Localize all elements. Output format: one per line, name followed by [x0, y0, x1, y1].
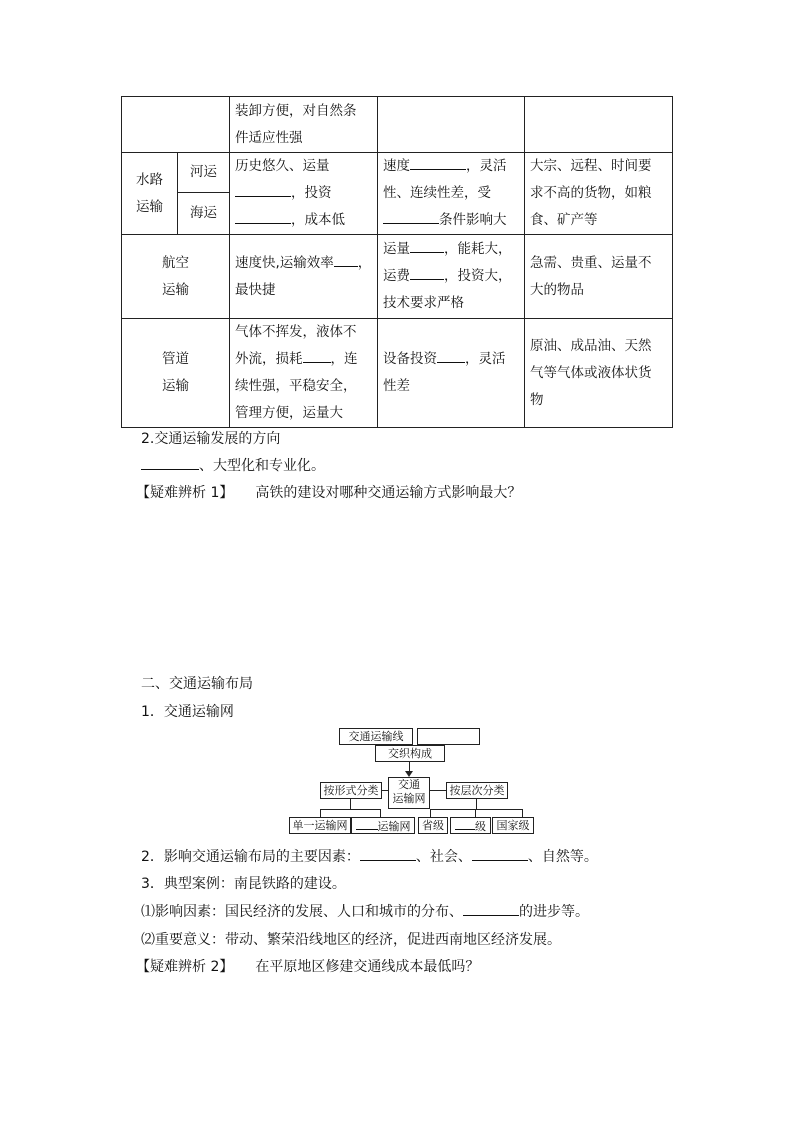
cell-line: 装卸方便，对自然条: [235, 102, 357, 119]
question-2: [136, 956, 479, 976]
blank-underline: [141, 455, 199, 470]
cell-line: 性差: [383, 378, 410, 394]
box-province: 省级: [418, 817, 448, 834]
cell-line: 技术要求严格: [383, 295, 464, 311]
box-multi-network: [351, 817, 415, 834]
box-by-form: 按形式分类: [320, 782, 382, 799]
transport-network-diagram: [285, 727, 535, 837]
table-cell: [378, 97, 525, 153]
question-1: [136, 482, 521, 502]
cell-line: [383, 153, 519, 180]
table-cell: [378, 319, 525, 428]
item-2-title: 2.交通运输发展的方向: [141, 431, 281, 447]
connector: [381, 790, 388, 791]
line-text: 、自然等。: [527, 849, 598, 865]
mode-name-pipe: [122, 319, 230, 428]
table-cell: [230, 319, 378, 428]
mode-name-line: 运输: [162, 281, 189, 298]
connector: [476, 799, 477, 809]
table-cell: [122, 97, 230, 153]
connector: [430, 809, 431, 817]
cell-text: ，连: [330, 351, 358, 367]
table-cell: [230, 153, 378, 235]
box-by-level: 按层次分类: [446, 782, 508, 799]
question-label: 【疑难辨析 2】: [136, 959, 234, 975]
cell-text: ，灵活: [466, 158, 507, 174]
mode-name-line: 航空: [162, 254, 189, 271]
mode-name-air: [122, 235, 230, 319]
box-blank: [417, 728, 480, 745]
cell-text: 速度: [383, 158, 410, 174]
table-cell: [525, 235, 673, 319]
blank-underline: [383, 209, 439, 224]
table-row-air: [122, 235, 673, 319]
cell-text: ，投资大，: [444, 268, 512, 284]
line-text: 的进步等。: [519, 904, 589, 920]
cell-line: 物: [530, 391, 544, 408]
line-text: 2．影响交通运输布局的主要因素：: [141, 849, 360, 865]
mode-name-line: 运输: [136, 198, 163, 215]
cell-line: 气体不挥发，液体不: [235, 324, 357, 340]
blank-underline: [356, 818, 378, 830]
cell-text: ，投资: [291, 185, 332, 201]
connector: [320, 809, 321, 817]
cell-line: [383, 207, 519, 234]
item-1-title: 1．交通运输网: [141, 704, 234, 720]
cell-line: [383, 263, 519, 290]
table-row-pipe: [122, 319, 673, 428]
blank-underline: [360, 846, 416, 861]
box-national: 国家级: [492, 817, 534, 834]
cell-line: 件适应性强: [235, 129, 303, 146]
blank-underline: [410, 155, 466, 170]
connector: [350, 799, 351, 809]
blank-underline: [303, 348, 331, 363]
blank-underline: [410, 238, 444, 253]
cell-text: ，成本低: [291, 212, 345, 228]
sub-mode-sea: 海运: [178, 193, 230, 235]
cell-line: [235, 180, 372, 207]
question-label: 【疑难辨析 1】: [136, 485, 234, 501]
item-2-factors: [141, 846, 598, 866]
cell-text: 条件影响大: [439, 212, 507, 228]
item-2-suffix: 、大型化和专业化。: [199, 458, 325, 474]
meaning-line: ⑵重要意义：带动、繁荣沿线地区的经济，促进西南地区经济发展。: [141, 932, 561, 948]
cell-line: 求不高的货物，如粮: [530, 185, 652, 201]
section-2-heading: 二、交通运输布局: [141, 676, 253, 692]
cell-line: 历史悠久、运量: [235, 158, 330, 174]
center-line: 运输网: [392, 792, 426, 805]
cell-line: 最快捷: [235, 281, 276, 298]
item-3-case: 3．典型案例：南昆铁路的建设。: [141, 876, 346, 892]
table-cell: [525, 97, 673, 153]
mode-name-line: 管道: [162, 351, 189, 367]
cell-line: 大宗、远程、时间要: [530, 158, 652, 174]
question-text: 高铁的建设对哪种交通运输方式影响最大？: [255, 485, 522, 501]
table-cell: [525, 153, 673, 235]
blank-underline: [334, 252, 358, 267]
table-row-water: [122, 153, 673, 193]
connector: [320, 809, 380, 810]
blank-underline: [463, 901, 519, 916]
line-text: 、社会、: [415, 849, 472, 865]
cell-line: [235, 207, 372, 234]
connector: [475, 809, 476, 817]
item-2-text: [141, 455, 325, 475]
cell-line: 大的物品: [530, 281, 584, 298]
connector: [430, 809, 522, 810]
table-cell: [378, 153, 525, 235]
cell-text: 运量: [383, 241, 410, 257]
box-interweave: 交织构成: [375, 745, 445, 762]
blank-underline: [472, 846, 528, 861]
cell-line: 食、矿产等: [530, 212, 598, 228]
box-single-network: 单一运输网: [289, 817, 351, 834]
table-cell: [525, 319, 673, 428]
line-text: ⑴影响因素：国民经济的发展、人口和城市的分布、: [141, 904, 463, 920]
mode-name-water: [122, 153, 178, 235]
transport-comparison-table: [121, 96, 673, 428]
table-cell: [230, 235, 378, 319]
cell-line: [235, 250, 372, 277]
cell-text: ，灵活: [465, 351, 506, 367]
box-transport-network: [388, 777, 430, 809]
cell-text: 速度快,运输效率: [235, 254, 334, 271]
blank-underline: [235, 209, 291, 224]
box-suffix: 运输网: [377, 820, 411, 833]
connector: [522, 809, 523, 817]
cell-text: 设备投资: [383, 351, 437, 367]
cell-line: 管理方便，运量大: [235, 405, 343, 421]
box-suffix: 级: [475, 820, 486, 833]
mode-name-line: 运输: [162, 378, 189, 394]
connector: [429, 790, 446, 791]
blank-underline: [235, 182, 291, 197]
factor-line: [141, 901, 589, 921]
blank-underline: [410, 265, 444, 280]
blank-underline: [455, 818, 475, 830]
box-level: [450, 817, 491, 834]
cell-line: 气等气体或液体状货: [530, 364, 652, 381]
center-line: 交通: [398, 778, 420, 791]
cell-line: 原油、成品油、天然: [530, 337, 652, 354]
connector: [380, 809, 381, 817]
cell-line: 性、连续性差，受: [383, 185, 491, 201]
blank-underline: [437, 348, 465, 363]
cell-text: ，: [357, 254, 372, 271]
cell-line: [383, 236, 519, 263]
cell-text: ，能耗大，: [444, 241, 512, 257]
cell-text: 运费: [383, 268, 410, 284]
table-cell: [378, 235, 525, 319]
box-transport-line: 交通运输线: [339, 728, 413, 745]
mode-name-line: 水路: [136, 171, 163, 188]
table-row: [122, 97, 673, 153]
cell-text: 外流，损耗: [235, 351, 303, 367]
question-text: 在平原地区修建交通线成本最低吗？: [255, 959, 480, 975]
cell-line: 急需、贵重、运量不: [530, 254, 652, 271]
cell-line: 续性强，平稳安全，: [235, 378, 357, 394]
table-cell: [230, 97, 378, 153]
sub-mode-river: 河运: [178, 153, 230, 193]
cell-line: [383, 346, 519, 373]
cell-line: [235, 346, 372, 373]
